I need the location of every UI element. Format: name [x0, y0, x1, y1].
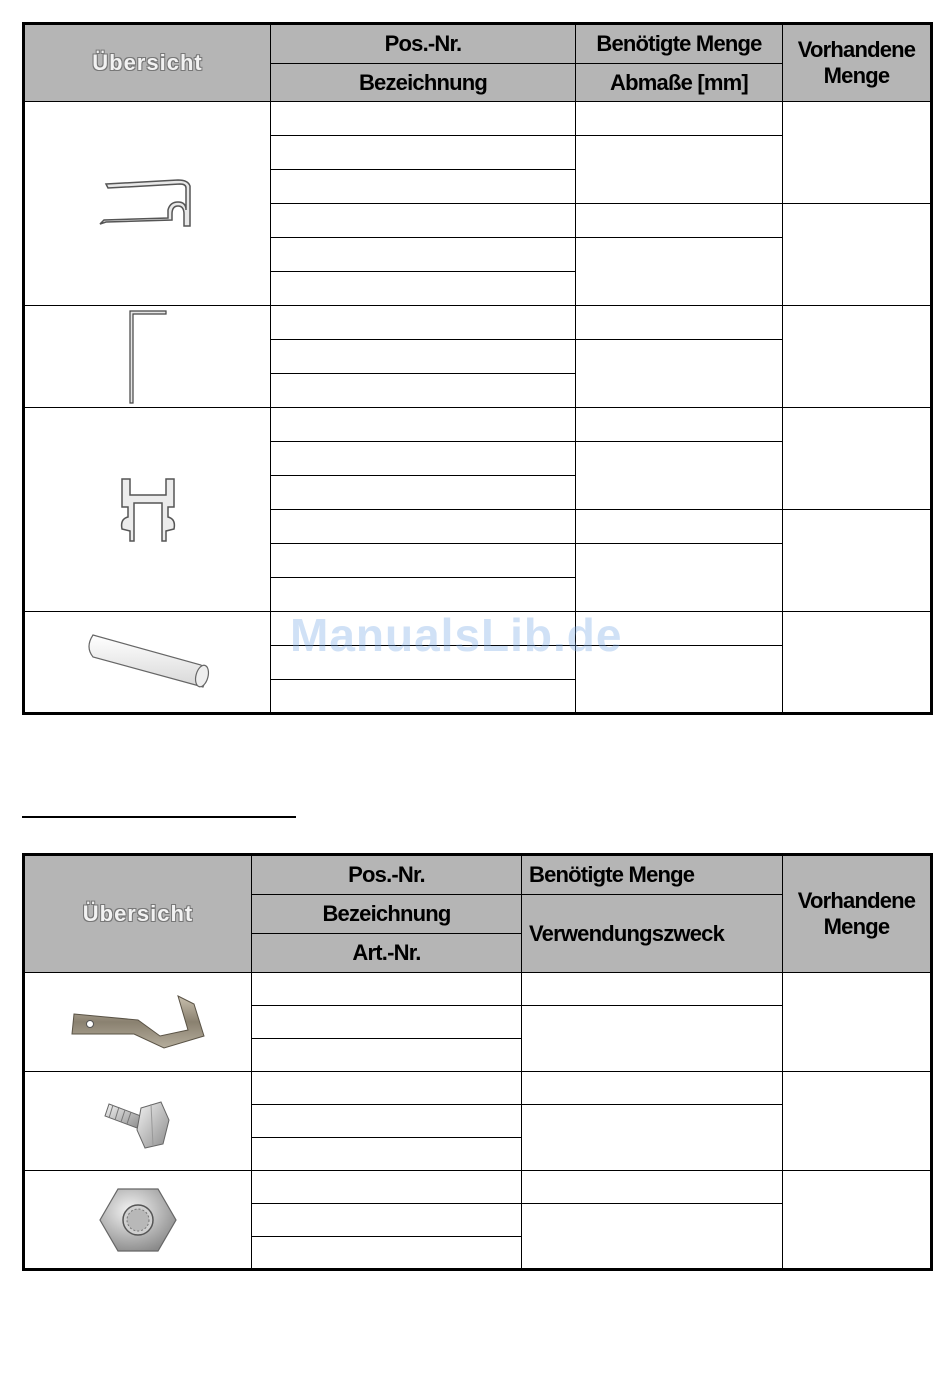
article-cell: [271, 272, 576, 306]
available-qty-cell: [783, 408, 932, 510]
dimensions-cell: [576, 442, 783, 510]
pos-nr-cell: [271, 408, 576, 442]
hex-nut-icon: [98, 1185, 178, 1255]
article-cell: [271, 578, 576, 612]
angle-profile-icon: [126, 309, 170, 405]
designation-cell: [271, 136, 576, 170]
pos-nr-header: Pos.-Nr.: [271, 24, 576, 64]
item-image-rod: [24, 612, 271, 714]
pos-nr-cell: [252, 973, 522, 1006]
available-qty-cell: [783, 612, 932, 714]
hardware-table: [22, 853, 933, 1271]
required-qty-header: Benötigte Menge: [522, 855, 783, 895]
item-image-angle-profile: [24, 306, 271, 408]
designation-cell: [271, 544, 576, 578]
item-image-bolt: [24, 1072, 252, 1171]
pos-nr-cell: [252, 1072, 522, 1105]
required-qty-header: Benötigte Menge: [576, 24, 783, 64]
required-qty-cell: [576, 306, 783, 340]
hex-bolt-icon: [103, 1090, 173, 1152]
purpose-cell: [522, 1006, 783, 1072]
available-qty-cell: [783, 306, 932, 408]
available-qty-cell: [783, 102, 932, 204]
available-qty-cell: [783, 973, 932, 1072]
dimensions-cell: [576, 136, 783, 204]
available-qty-cell: [783, 204, 932, 306]
pos-nr-cell: [271, 102, 576, 136]
designation-header: Bezeichnung: [271, 64, 576, 102]
item-image-h-profile: [24, 408, 271, 612]
article-cell: [271, 476, 576, 510]
designation-cell: [252, 1105, 522, 1138]
pos-nr-cell: [271, 510, 576, 544]
watermark: ManualsLib.de: [290, 609, 623, 661]
article-nr-cell: [252, 1039, 522, 1072]
designation-cell: [271, 238, 576, 272]
purpose-header: Verwendungszweck: [522, 895, 783, 973]
required-qty-cell: [576, 408, 783, 442]
designation-cell: [271, 442, 576, 476]
designation-cell: [271, 340, 576, 374]
item-image-bracket: [24, 973, 252, 1072]
required-qty-cell: [576, 102, 783, 136]
required-qty-cell: [522, 1072, 783, 1105]
article-cell: [271, 680, 576, 714]
item-image-nut: [24, 1171, 252, 1270]
article-cell: [271, 170, 576, 204]
required-qty-cell: [576, 510, 783, 544]
section-heading-rule: [22, 816, 296, 818]
article-nr-header: Art.-Nr.: [252, 934, 522, 973]
required-qty-cell: [576, 204, 783, 238]
available-qty-header: Vorhandene Menge: [783, 24, 932, 102]
available-qty-cell: [783, 510, 932, 612]
available-qty-cell: [783, 1171, 932, 1270]
pos-nr-cell: [271, 204, 576, 238]
dimensions-cell: [576, 340, 783, 408]
pos-nr-cell: [252, 1171, 522, 1204]
article-cell: [271, 374, 576, 408]
rod-icon: [83, 629, 213, 695]
required-qty-cell: [522, 973, 783, 1006]
overview-label: Übersicht: [92, 50, 203, 75]
dimensions-cell: [576, 238, 783, 306]
pos-nr-cell: [271, 306, 576, 340]
rail-profile-icon: [98, 176, 198, 232]
purpose-cell: [522, 1105, 783, 1171]
required-qty-cell: [522, 1171, 783, 1204]
overview-header: [24, 24, 271, 102]
article-nr-cell: [252, 1237, 522, 1270]
designation-header: Bezeichnung: [252, 895, 522, 934]
h-profile-icon: [116, 477, 180, 543]
metal-bracket-icon: [68, 990, 208, 1054]
dimensions-header: Abmaße [mm]: [576, 64, 783, 102]
article-nr-cell: [252, 1138, 522, 1171]
overview-header: [24, 855, 252, 973]
item-image-rail-profile: [24, 102, 271, 306]
dimensions-cell: [576, 544, 783, 612]
available-qty-header: Vorhandene Menge: [783, 855, 932, 973]
overview-label: Übersicht: [82, 901, 194, 926]
designation-cell: [252, 1204, 522, 1237]
designation-cell: [252, 1006, 522, 1039]
purpose-cell: [522, 1204, 783, 1270]
available-qty-cell: [783, 1072, 932, 1171]
pos-nr-header: Pos.-Nr.: [252, 855, 522, 895]
